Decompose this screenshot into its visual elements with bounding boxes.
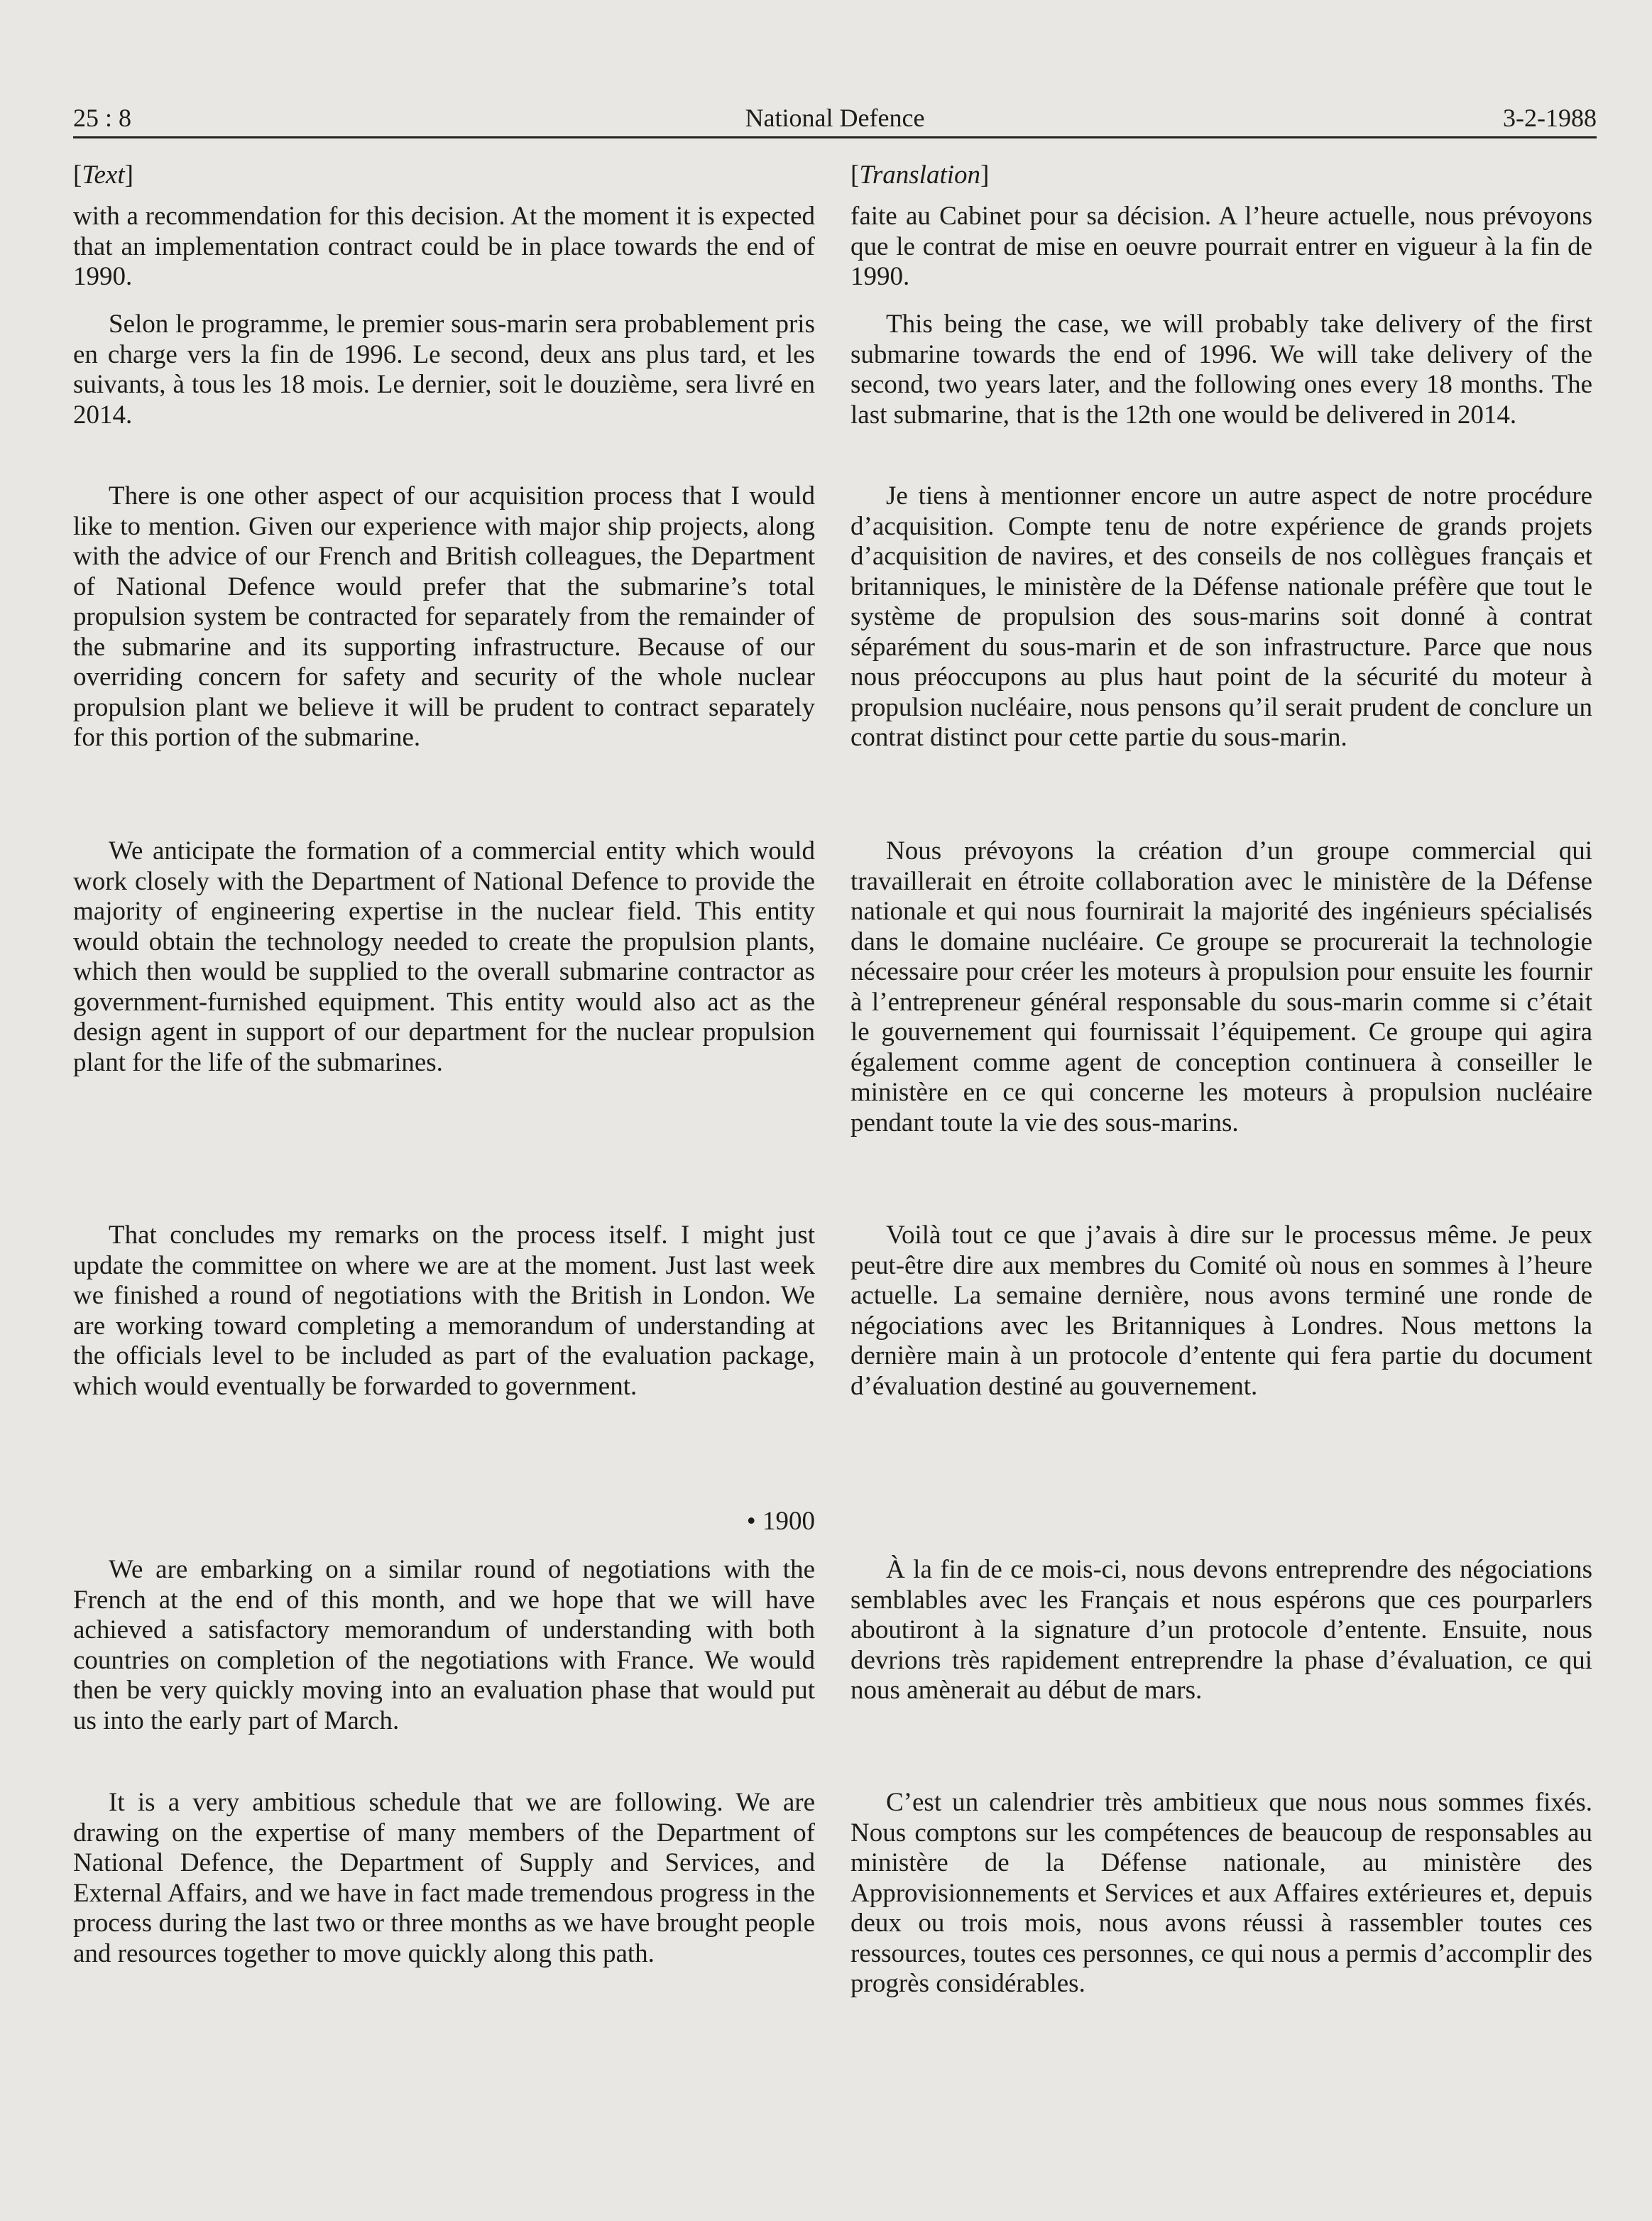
page-header xyxy=(73,99,1597,138)
french-column xyxy=(850,160,1592,1998)
time-marker: • 1900 xyxy=(746,1507,815,1536)
publication-title: National Defence xyxy=(745,104,925,132)
page-number: 25 : 8 xyxy=(73,104,132,132)
paragraph: Selon le programme, le premier sous-marin sera probablement pris en charge vers la fin de 1996. Le second, deux ans plus tard, et les suivants, à tous les 18 mois. Le dernier, soit le douzième, sera livré en 2014. xyxy=(73,310,815,430)
english-column xyxy=(73,160,815,1968)
paragraph: We are embarking on a similar round of negotiations with the French at the end of this month, and we hope that we will have achieved a satisfactory memorandum of understanding with both countries on completion of the negotiations with France. We would then be very quickly moving into an evaluation phase that would put us into the early part of March. xyxy=(73,1555,815,1735)
paragraph: C’est un calendrier très ambitieux que nous nous sommes fixés. Nous comptons sur les compétences de beaucoup de responsables au ministère de la Défense nationale, au ministère des Approvisionnements et Services et aux Affaires extérieures et, depuis deux ou trois mois, nous avons réussi à rassembler toutes ces ressources, toutes ces personnes, ce qui nous a permis d’accomplir des progrès considérables. xyxy=(850,1788,1592,1998)
text-label: [Text] xyxy=(73,160,133,190)
paragraph: faite au Cabinet pour sa décision. A l’heure actuelle, nous prévoyons que le contrat de mise en oeuvre pourrait entrer en vigueur à la fin de 1990. xyxy=(850,202,1592,291)
paragraph: Je tiens à mentionner encore un autre aspect de notre procédure d’acquisition. Compte tenu de notre expérience de grands projets d’acquisition de navires, et des conseils de nos collègues français et britanniques, le ministère de la Défense nationale préfère que tout le système de propulsion des sous-marins soit donné à contrat séparément du sous-marin et de son infrastructure. Parce que nous nous préoccupons au plus haut point de la sécurité du moteur à propulsion nucléaire, nous pensons qu’il serait prudent de conclure un contrat distinct pour cette partie du sous-marin. xyxy=(850,481,1592,752)
paragraph: It is a very ambitious schedule that we are following. We are drawing on the expertise of many members of the Department of National Defence, the Department of Supply and Services, and External Affairs, and we have in fact made tremendous progress in the process during the last two or three months as we have brought people and resources together to move quickly along this path. xyxy=(73,1788,815,1968)
paragraph: Voilà tout ce que j’avais à dire sur le processus même. Je peux peut-être dire aux membres du Comité où nous en sommes à l’heure actuelle. La semaine dernière, nous avons terminé une ronde de négociations avec les Britanniques à Londres. Nous mettons la dernière main à un protocole d’entente qui fera partie du document d’évaluation destiné au gouvernement. xyxy=(850,1221,1592,1401)
paragraph: This being the case, we will probably take delivery of the first submarine towards the end of 1996. We will take delivery of the second, two years later, and the following ones every 18 months. The last submarine, that is the 12th one would be delivered in 2014. xyxy=(850,310,1592,430)
paragraph: Nous prévoyons la création d’un groupe commercial qui travaillerait en étroite collaboration avec le ministère de la Défense nationale et qui nous fournirait la majorité des ingénieurs spécialisés dans le domaine nucléaire. Ce groupe se procurerait la technologie nécessaire pour créer les moteurs à propulsion pour ensuite les fournir à l’entrepreneur général responsable du sous-marin comme si c’était le gouvernement qui fournissait l’équipement. Ce groupe qui agira également comme agent de conception continuera à conseiller le ministère en ce qui concerne les moteurs à propulsion nucléaire pendant toute la vie des sous-marins. xyxy=(850,836,1592,1137)
paragraph: with a recommendation for this decision. At the moment it is expected that an implementation contract could be in place towards the end of 1990. xyxy=(73,202,815,291)
publication-date: 3-2-1988 xyxy=(1503,104,1597,132)
paragraph: We anticipate the formation of a commercial entity which would work closely with the Department of National Defence to provide the majority of engineering expertise in the nuclear field. This entity would obtain the technology needed to create the propulsion plants, which then would be supplied to the overall submarine contractor as government-furnished equipment. This entity would also act as the design agent in support of our department for the nuclear propulsion plant for the life of the submarines. xyxy=(73,836,815,1077)
translation-label: [Translation] xyxy=(850,160,990,190)
paragraph: À la fin de ce mois-ci, nous devons entreprendre des négociations semblables avec les Français et nous espérons que ces pourparlers aboutiront à la signature d’un protocole d’entente. Ensuite, nous devrions très rapidement entreprendre la phase d’évaluation, ce qui nous amènerait au début de mars. xyxy=(850,1555,1592,1705)
paragraph: That concludes my remarks on the process itself. I might just update the committee on where we are at the moment. Just last week we finished a round of negotiations with the British in London. We are working toward completing a memorandum of understanding at the officials level to be included as part of the evaluation package, which would eventually be forwarded to government. xyxy=(73,1221,815,1401)
paragraph: There is one other aspect of our acquisition process that I would like to mention. Given our experience with major ship projects, along with the advice of our French and British colleagues, the Department of National Defence would prefer that the submarine’s total propulsion system be contracted for separately from the remainder of the submarine and its supporting infrastructure. Because of our overriding concern for safety and security of the whole nuclear propulsion plant we believe it will be prudent to contract separately for this portion of the submarine. xyxy=(73,481,815,752)
